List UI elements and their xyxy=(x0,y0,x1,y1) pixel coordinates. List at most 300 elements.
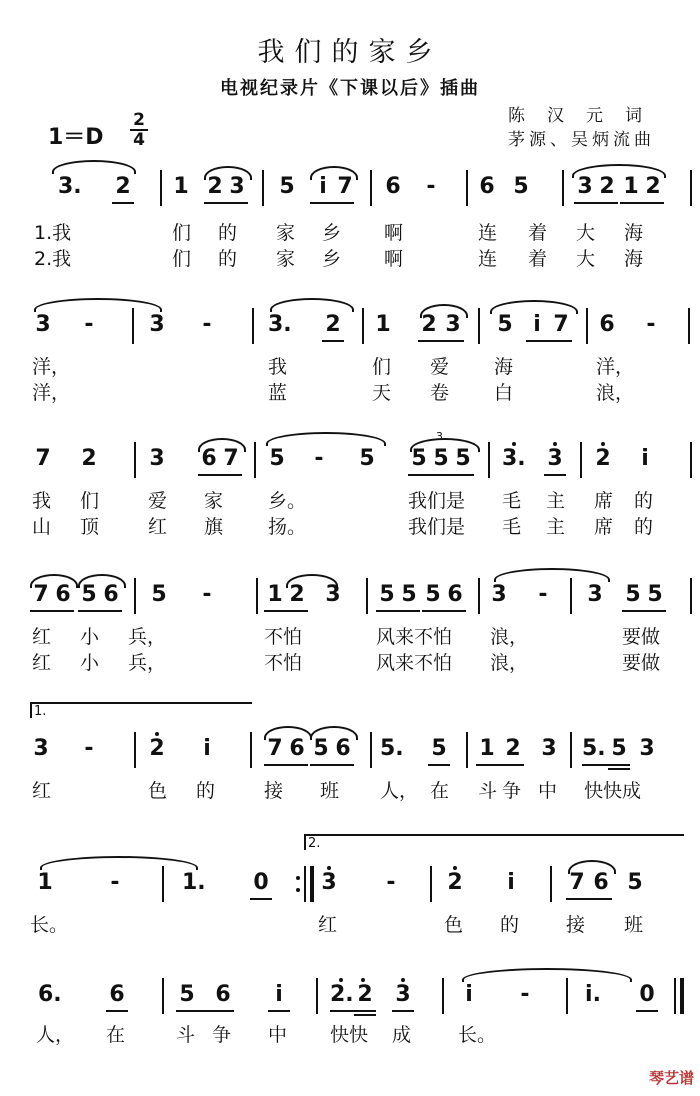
barline xyxy=(362,308,364,344)
lyric: 快快成 xyxy=(584,780,642,802)
barline xyxy=(580,442,582,478)
lyric: 家 xyxy=(276,222,296,244)
tie xyxy=(52,160,136,174)
lyric: 中 xyxy=(268,1024,288,1046)
lyric: 洋， xyxy=(596,356,635,378)
lyric: 毛 xyxy=(502,516,522,538)
song-title: 我们的家乡 xyxy=(257,37,443,68)
note: 6 xyxy=(599,312,615,337)
note: 1 xyxy=(267,582,283,607)
note: 2 xyxy=(421,312,437,337)
underline xyxy=(608,768,630,770)
underline xyxy=(376,610,420,612)
note: 5 xyxy=(625,582,641,607)
lyric: 的 xyxy=(218,222,238,244)
note: 3 xyxy=(639,736,655,761)
underline xyxy=(112,202,134,204)
lyric: 要做 xyxy=(622,626,661,648)
barline xyxy=(304,866,306,902)
note: 5 xyxy=(411,446,427,471)
barline xyxy=(134,442,136,478)
note: 2 xyxy=(595,446,611,471)
lyric: 色 xyxy=(444,914,464,936)
lyric: 们 xyxy=(372,356,392,378)
barline xyxy=(570,578,572,614)
barline xyxy=(570,732,572,768)
note: 2 xyxy=(207,174,223,199)
underline xyxy=(392,1010,414,1012)
note: 3 xyxy=(445,312,461,337)
underline xyxy=(198,474,242,476)
underline xyxy=(204,202,248,204)
credits xyxy=(508,104,664,152)
barline xyxy=(478,308,480,344)
note: 2 xyxy=(325,312,341,337)
note: 6 xyxy=(593,870,609,895)
note: 5 xyxy=(359,446,375,471)
stave-line-4 xyxy=(0,576,700,616)
song-subtitle: 电视纪录片《下课以后》插曲 xyxy=(220,78,480,99)
lyric: 在 xyxy=(430,780,450,802)
note: - xyxy=(110,870,120,895)
note: - xyxy=(314,446,324,471)
note: 7 xyxy=(553,312,569,337)
note: 6 xyxy=(289,736,305,761)
underline xyxy=(582,764,630,766)
barline xyxy=(550,866,552,902)
lyric: 我们是 xyxy=(408,516,466,538)
note: 2 xyxy=(645,174,661,199)
underline xyxy=(354,1014,376,1016)
note: 7 xyxy=(569,870,585,895)
lyric: 啊 xyxy=(384,248,404,270)
barline xyxy=(586,308,588,344)
note: 5 xyxy=(279,174,295,199)
note: i. xyxy=(585,982,601,1007)
barline xyxy=(430,866,432,902)
note: 5 xyxy=(401,582,417,607)
note: 1 xyxy=(375,312,391,337)
barline xyxy=(160,170,162,206)
barline xyxy=(690,442,692,478)
lyric: 风来不怕 xyxy=(376,652,453,674)
note: i xyxy=(641,446,649,471)
lyric: 我们是 xyxy=(408,490,466,512)
note: 3 xyxy=(149,312,165,337)
lyric: 小 xyxy=(80,626,100,648)
key-signature: 1＝D xyxy=(48,125,104,150)
repeat-dot xyxy=(296,888,300,892)
lyric: 兵， xyxy=(128,652,167,674)
note: i xyxy=(319,174,327,199)
stave-line-7 xyxy=(0,976,700,1016)
note: 3 xyxy=(229,174,245,199)
lyric: 山 xyxy=(32,516,52,538)
underline xyxy=(620,202,664,204)
note: 2 xyxy=(115,174,131,199)
note: 6 xyxy=(201,446,217,471)
lyric: 天 xyxy=(372,382,392,404)
lyric: 海 xyxy=(494,356,514,378)
note: 2 xyxy=(599,174,615,199)
lyric: 旗 xyxy=(204,516,224,538)
note: 3 xyxy=(541,736,557,761)
lyric: 们 xyxy=(172,222,192,244)
lyric: 2.我 xyxy=(34,248,72,270)
underline xyxy=(428,764,450,766)
tie xyxy=(34,298,162,312)
lyric: 连 xyxy=(478,248,498,270)
note: 5 xyxy=(81,582,97,607)
lyric: 们 xyxy=(172,248,192,270)
note: i xyxy=(465,982,473,1007)
underline xyxy=(268,1010,290,1012)
note: 6 xyxy=(55,582,71,607)
lyric: 我 xyxy=(32,490,52,512)
barline xyxy=(442,978,444,1014)
underline xyxy=(418,340,464,342)
underline xyxy=(250,898,272,900)
underline xyxy=(566,898,612,900)
underline xyxy=(330,1010,376,1012)
underline xyxy=(264,610,308,612)
barline xyxy=(370,732,372,768)
lyric: 乡 xyxy=(322,248,342,270)
lyric: 的 xyxy=(634,516,654,538)
note: 1 xyxy=(623,174,639,199)
lyric: 蓝 xyxy=(268,382,288,404)
barline xyxy=(316,978,318,1014)
lyrics-verse-1 xyxy=(0,1020,700,1046)
lyric: 的 xyxy=(500,914,520,936)
lyric: 色 xyxy=(148,780,168,802)
barline xyxy=(680,978,684,1014)
lyric: 浪， xyxy=(596,382,635,404)
note: 3 xyxy=(547,446,563,471)
lyric: 着 xyxy=(528,222,548,244)
lyric: 洋， xyxy=(32,356,71,378)
time-top: 2 xyxy=(133,110,145,130)
note: 2. xyxy=(330,982,354,1007)
barline xyxy=(566,978,568,1014)
barline xyxy=(674,978,676,1014)
lyric: 白 xyxy=(494,382,514,404)
note: i xyxy=(533,312,541,337)
lyric: 长。 xyxy=(458,1024,497,1046)
note: 3. xyxy=(502,446,526,471)
lyric: 的 xyxy=(634,490,654,512)
underline xyxy=(30,610,74,612)
lyric: 斗 xyxy=(478,780,498,802)
lyric: 爱 xyxy=(430,356,450,378)
note: i xyxy=(507,870,515,895)
underline xyxy=(544,474,566,476)
note: 1. xyxy=(182,870,206,895)
lyric: 要做 xyxy=(622,652,661,674)
underline xyxy=(636,1010,658,1012)
lyric: 人， xyxy=(380,780,419,802)
underline xyxy=(176,1010,234,1012)
note: 5 xyxy=(627,870,643,895)
note: 2 xyxy=(505,736,521,761)
note: - xyxy=(202,312,212,337)
stave-line-2 xyxy=(0,306,700,346)
volta-1: 1. xyxy=(30,702,64,718)
lyric: 接 xyxy=(566,914,586,936)
stave-line-6 xyxy=(0,864,700,904)
note: - xyxy=(538,582,548,607)
underline xyxy=(574,202,618,204)
note: 2 xyxy=(447,870,463,895)
composer-credit: 茅源、吴炳流曲 xyxy=(508,130,655,150)
lyric: 红 xyxy=(148,516,168,538)
note: 5 xyxy=(379,582,395,607)
lyrics-verse-2 xyxy=(0,648,700,674)
note: 5 xyxy=(269,446,285,471)
lyric: 主 xyxy=(546,516,566,538)
lyric: 卷 xyxy=(430,382,450,404)
note: 7 xyxy=(223,446,239,471)
lyric: 爱 xyxy=(148,490,168,512)
lyric: 连 xyxy=(478,222,498,244)
barline xyxy=(478,578,480,614)
barline xyxy=(366,578,368,614)
lyric: 接 xyxy=(264,780,284,802)
barline xyxy=(466,170,468,206)
lyric: 们 xyxy=(80,490,100,512)
note: 5 xyxy=(497,312,513,337)
lyric: 扬。 xyxy=(268,516,307,538)
lyric: 主 xyxy=(546,490,566,512)
barline xyxy=(562,170,564,206)
tie xyxy=(266,432,386,446)
lyric: 乡。 xyxy=(268,490,307,512)
watermark-logo: 琴艺谱 xyxy=(648,1069,694,1087)
lyric: 浪， xyxy=(490,626,529,648)
lyric: 成 xyxy=(392,1024,412,1046)
lyric: 争 xyxy=(502,780,522,802)
lyric: 1.我 xyxy=(34,222,72,244)
underline xyxy=(526,340,572,342)
lyrics-verse-1 xyxy=(0,218,700,244)
note: 3. xyxy=(268,312,292,337)
repeat-dot xyxy=(296,876,300,880)
note: 5 xyxy=(513,174,529,199)
note: 6 xyxy=(109,982,125,1007)
lyric: 浪， xyxy=(490,652,529,674)
lyric: 红 xyxy=(32,780,52,802)
underline xyxy=(408,474,474,476)
lyric: 长。 xyxy=(30,914,69,936)
note: 5. xyxy=(380,736,404,761)
lyric: 在 xyxy=(106,1024,126,1046)
note: 5 xyxy=(431,736,447,761)
barline xyxy=(250,732,252,768)
barline xyxy=(690,170,692,206)
lyric: 红 xyxy=(318,914,338,936)
underline xyxy=(476,764,524,766)
note: - xyxy=(84,312,94,337)
note: - xyxy=(386,870,396,895)
lyric: 争 xyxy=(212,1024,232,1046)
note: 7 xyxy=(35,446,51,471)
note: - xyxy=(84,736,94,761)
note: 3 xyxy=(321,870,337,895)
underline xyxy=(310,202,354,204)
lyric: 顶 xyxy=(80,516,100,538)
underline xyxy=(310,764,354,766)
note: 3 xyxy=(491,582,507,607)
lyric: 毛 xyxy=(502,490,522,512)
note: 7 xyxy=(33,582,49,607)
note: 3 xyxy=(395,982,411,1007)
underline xyxy=(264,764,308,766)
underline xyxy=(322,340,344,342)
underline xyxy=(422,610,466,612)
lyrics-verse-1 xyxy=(0,622,700,648)
barline xyxy=(134,732,136,768)
lyric: 班 xyxy=(320,780,340,802)
note: 6 xyxy=(215,982,231,1007)
barline xyxy=(134,578,136,614)
lyric: 大 xyxy=(576,222,596,244)
note: 5 xyxy=(313,736,329,761)
lyric: 中 xyxy=(538,780,558,802)
note: i xyxy=(275,982,283,1007)
note: 3 xyxy=(325,582,341,607)
lyric: 兵， xyxy=(128,626,167,648)
note: 0 xyxy=(639,982,655,1007)
note: 6. xyxy=(38,982,62,1007)
lyric: 海 xyxy=(624,222,644,244)
lyrics-verse-1 xyxy=(0,352,700,378)
lyric: 红 xyxy=(32,652,52,674)
lyric: 小 xyxy=(80,652,100,674)
note: 5 xyxy=(433,446,449,471)
volta-2: 2. xyxy=(304,834,338,850)
note: 5 xyxy=(611,736,627,761)
note: - xyxy=(426,174,436,199)
barline xyxy=(256,578,258,614)
note: 2 xyxy=(81,446,97,471)
note: 3 xyxy=(149,446,165,471)
lyric: 乡 xyxy=(322,222,342,244)
barline xyxy=(488,442,490,478)
barline xyxy=(690,578,692,614)
lyric: 斗 xyxy=(176,1024,196,1046)
note: 5 xyxy=(455,446,471,471)
stave-line-3 xyxy=(0,430,700,480)
lyric: 不怕 xyxy=(264,652,303,674)
lyric: 的 xyxy=(196,780,216,802)
lyric: 大 xyxy=(576,248,596,270)
lyric: 红 xyxy=(32,626,52,648)
lyrics-verse-1 xyxy=(0,486,700,512)
note: - xyxy=(646,312,656,337)
note: 6 xyxy=(335,736,351,761)
note: - xyxy=(520,982,530,1007)
note: i xyxy=(203,736,211,761)
stave-line-1 xyxy=(0,168,700,208)
lyric: 啊 xyxy=(384,222,404,244)
barline xyxy=(162,866,164,902)
note: 6 xyxy=(103,582,119,607)
note: 2 xyxy=(357,982,373,1007)
barline xyxy=(262,170,264,206)
underline xyxy=(622,610,666,612)
note: 7 xyxy=(267,736,283,761)
lyrics-verse-1 xyxy=(0,776,700,802)
lyric: 快快 xyxy=(330,1024,369,1046)
note: 5 xyxy=(179,982,195,1007)
note: 2 xyxy=(289,582,305,607)
note: 0 xyxy=(253,870,269,895)
barline xyxy=(370,170,372,206)
note: 1 xyxy=(173,174,189,199)
lyricist-credit: 陈汉元词 xyxy=(508,106,664,126)
note: 5 xyxy=(425,582,441,607)
lyric: 席 xyxy=(594,490,614,512)
lyric: 我 xyxy=(268,356,288,378)
time-bottom: 4 xyxy=(133,130,145,150)
note: 6 xyxy=(385,174,401,199)
lyrics-verse-2 xyxy=(0,244,700,270)
tie xyxy=(462,968,632,982)
lyric: 风来不怕 xyxy=(376,626,453,648)
tie xyxy=(494,568,610,582)
stave-line-5 xyxy=(0,730,700,770)
note: 5 xyxy=(151,582,167,607)
barline xyxy=(254,442,256,478)
underline xyxy=(106,1010,128,1012)
note: - xyxy=(202,582,212,607)
note: 7 xyxy=(337,174,353,199)
lyrics-verse-2 xyxy=(0,378,700,404)
note: 5 xyxy=(647,582,663,607)
barline xyxy=(688,308,690,344)
note: 6 xyxy=(479,174,495,199)
volta-line xyxy=(304,834,684,836)
barline xyxy=(310,866,314,902)
note: 1 xyxy=(479,736,495,761)
tie xyxy=(40,856,198,870)
note: 3 xyxy=(587,582,603,607)
lyrics-verse-1 xyxy=(0,910,700,936)
note: 3. xyxy=(58,174,82,199)
lyric: 洋， xyxy=(32,382,71,404)
lyric: 不怕 xyxy=(264,626,303,648)
lyric: 班 xyxy=(624,914,644,936)
barline xyxy=(252,308,254,344)
note: 2 xyxy=(149,736,165,761)
lyric: 家 xyxy=(276,248,296,270)
barline xyxy=(132,308,134,344)
note: 3 xyxy=(35,312,51,337)
barline xyxy=(162,978,164,1014)
lyric: 席 xyxy=(594,516,614,538)
note: 6 xyxy=(447,582,463,607)
note: 1 xyxy=(37,870,53,895)
note: 3 xyxy=(577,174,593,199)
time-signature xyxy=(130,112,148,148)
tie xyxy=(270,298,354,312)
underline xyxy=(78,610,122,612)
note: 3 xyxy=(33,736,49,761)
barline xyxy=(466,732,468,768)
lyric: 人， xyxy=(36,1024,75,1046)
lyric: 着 xyxy=(528,248,548,270)
triplet-mark: 3 xyxy=(436,430,443,443)
